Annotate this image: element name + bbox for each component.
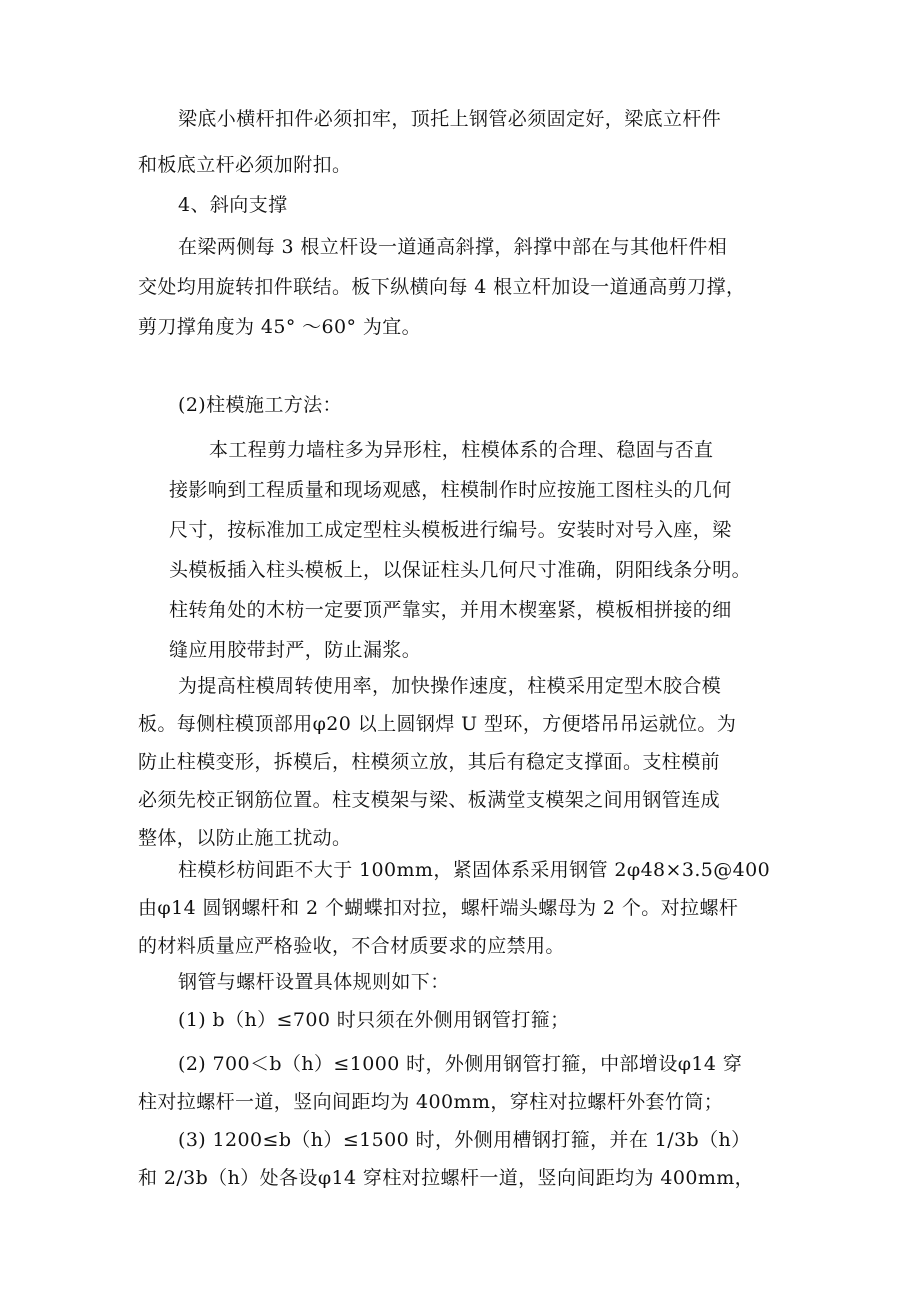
- paragraph-column-formwork-system: [169, 430, 751, 670]
- text-line: 防止柱模变形，拆模后，柱模须立放，其后有稳定支撑面。支柱模前: [138, 751, 721, 773]
- text-line: (2) 700＜b（h）≤1000 时，外侧用钢管打箍，中部增设φ14 穿: [178, 1053, 743, 1075]
- section-heading-diagonal-support: [178, 190, 288, 220]
- rule-item-2: [138, 1045, 742, 1121]
- text-line: 柱转角处的木枋一定要顶严靠实，并用木楔塞紧，模板相拼接的细: [169, 599, 732, 621]
- paragraph-beam-bottom: [138, 96, 721, 188]
- paragraph-formwork-turnover: [138, 667, 736, 857]
- text-line: 板。每侧柱模顶部用φ20 以上圆钢焊 U 型环，方便塔吊吊运就位。为: [138, 713, 737, 735]
- text-line: 剪刀撑角度为 45° ～60° 为宜。: [138, 316, 422, 338]
- heading-text: (2)柱模施工方法：: [178, 394, 342, 416]
- text-line: 必须先校正钢筋位置。柱支模架与梁、板满堂支模架之间用钢管连成: [138, 789, 721, 811]
- section-heading-column-formwork: [178, 390, 342, 420]
- heading-text: 4、斜向支撑: [178, 194, 288, 216]
- text-line: 的材料质量应严格验收，不合材质要求的应禁用。: [138, 935, 565, 957]
- paragraph-tie-rod-spacing: [138, 851, 770, 965]
- text-line: 梁底小横杆扣件必须扣牢，顶托上钢管必须固定好，梁底立杆件: [178, 108, 722, 130]
- rules-heading: [178, 967, 450, 997]
- rule-item-3: [138, 1121, 754, 1197]
- text-line: 尺寸，按标准加工成定型柱头模板进行编号。安装时对号入座，梁: [169, 519, 732, 541]
- text-line: 钢管与螺杆设置具体规则如下：: [178, 971, 450, 993]
- text-line: 整体，以防止施工扰动。: [138, 827, 352, 849]
- text-line: (1) b（h）≤700 时只须在外侧用钢管打箍；: [178, 1009, 570, 1031]
- text-line: 和板底立杆必须加附扣。: [138, 154, 352, 176]
- rule-item-1: [178, 1005, 570, 1035]
- text-line: 本工程剪力墙柱多为异形柱，柱模体系的合理、稳固与否直: [209, 439, 714, 461]
- text-line: 缝应用胶带封严，防止漏浆。: [169, 639, 422, 661]
- text-line: 接影响到工程质量和现场观感，柱模制作时应按施工图柱头的几何: [169, 479, 732, 501]
- text-line: (3) 1200≤b（h）≤1500 时，外侧用槽钢打箍，并在 1/3b（h）: [178, 1129, 751, 1151]
- text-line: 为提高柱模周转使用率，加快操作速度，柱模采用定型木胶合模: [178, 675, 722, 697]
- paragraph-diagonal-support: [138, 227, 745, 347]
- text-line: 头模板插入柱头模板上，以保证柱头几何尺寸准确，阴阳线条分明。: [169, 559, 752, 581]
- text-line: 交处均用旋转扣件联结。板下纵横向每 4 根立杆加设一道通高剪刀撑，: [138, 276, 746, 298]
- text-line: 和 2/3b（h）处各设φ14 穿柱对拉螺杆一道，竖向间距均为 400mm，: [138, 1167, 755, 1189]
- text-line: 柱模杉枋间距不大于 100mm，紧固体系采用钢管 2φ48×3.5@400: [178, 859, 771, 881]
- text-line: 由φ14 圆钢螺杆和 2 个蝴蝶扣对拉，螺杆端头螺母为 2 个。对拉螺杆: [138, 897, 739, 919]
- text-line: 柱对拉螺杆一道，竖向间距均为 400mm，穿柱对拉螺杆外套竹筒；: [138, 1091, 724, 1113]
- text-line: 在梁两侧每 3 根立杆设一道通高斜撑，斜撑中部在与其他杆件相: [178, 236, 728, 258]
